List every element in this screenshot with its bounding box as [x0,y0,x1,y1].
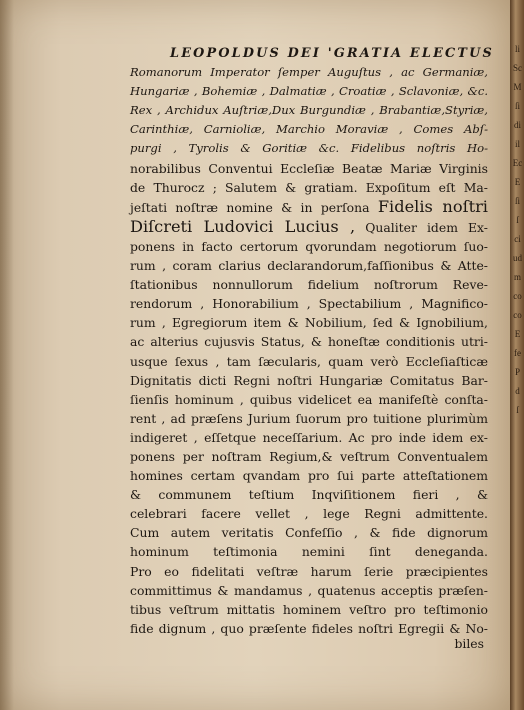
text-line: de Thurocz ; Salutem & gratiam. Expoſitum eſt Ma- [130,179,488,195]
edge-glyph: fe [514,348,521,358]
text-line: ſienſis hominum , quibus videlicet ea manifeſtè conſta- [130,391,488,407]
text-line: fide dignum , quo præſente fideles noſtri Egregii & No- [130,620,488,636]
edge-glyph: ud [513,253,522,263]
text-line: norabilibus Conventui Eccleſiæ Beatæ Mariæ Virginis [130,160,488,176]
heading-line: LEOPOLDUS DEI 'GRATIA ELECTUS [170,46,494,61]
edge-glyph: E [514,177,521,187]
text-line: hominum teſtimonia nemini ſint deneganda. [130,544,488,560]
edge-glyph: Ec [512,158,523,168]
text-line: ponens per noſtram Regium,& veſtrum Conventualem [130,448,488,464]
edge-glyph: li [514,44,520,54]
edge-glyph: m [513,272,521,282]
edge-glyph: P [514,367,520,377]
text-line: & communem teſtium Inqviſitionem fieri , & [130,487,488,503]
text-line: Carinthiæ, Carnioliæ, Marchio Moraviæ , Comes Abſ- [130,122,488,137]
text-line: rum , coram clarius declarandorum,faſſionibus & Atte- [130,258,488,274]
text-line: ſtationibus nonnullorum fidelium noſtrorum Reve- [130,277,488,293]
text-line: Dignitatis dicti Regni noſtri Hungariæ Comitatus Bar- [130,372,488,388]
edge-glyph: d [515,386,520,396]
text-segment-large: Fidelis noſtri [377,196,488,216]
text-line: Rex , Archidux Auſtriæ,Dux Burgundiæ , Brabantiæ,Styriæ, [130,103,488,118]
edge-glyph: M [513,82,522,92]
text-segment-large: Diſcreti Ludovici Lucius , [130,216,356,236]
text-line: homines certam qvandam pro ſui parte atteſtationem [130,468,488,484]
edge-glyph: ſ [516,215,519,225]
text-block [130,44,494,652]
edge-glyph: ci [514,234,521,244]
text-line: Cum autem veritatis Confeſſio , & fide dignorum [130,525,488,541]
text-line: rendorum , Honorabilium , Spectabilium , Magnifico- [130,296,488,312]
text-line: ac alterius cujusvis Status, & honeſtæ conditionis utri- [130,334,488,350]
text-line: Pro eo fidelitati veſtræ harum ſerie præcipientes [130,563,488,579]
text-line: purgi , Tyrolis & Goritiæ &c. Fidelibus noſtris Ho- [130,141,488,156]
text-line: ponens in facto certorum qvorundam negotiorum ſuo- [130,238,488,254]
adjacent-page-glyphs [512,40,523,420]
text-line: rent , ad præſens Jurium ſuorum pro tuitione plurimùm [130,410,488,426]
text-line-mixed [130,197,488,217]
text-line: committimus & mandamus , quatenus acceptis præſen- [130,582,488,598]
edge-glyph: co [513,310,522,320]
edge-glyph: di [513,120,521,130]
text-line: usque ſexus , tam ſæcularis, quam verò Eccleſiaſticæ [130,353,488,369]
text-line: Romanorum Imperator ſemper Auguſtus , ac Germaniæ, [130,65,488,80]
edge-glyph: E [514,329,521,339]
edge-glyph: co [513,291,522,301]
text-line: Hungariæ , Bohemiæ , Dalmatiæ , Croatiæ , Sclavoniæ, &c. [130,84,488,99]
text-line-mixed [130,217,488,237]
text-line: tibus veſtrum mittatis hominem veſtro pro teſtimonio [130,601,488,617]
edge-glyph: ſ [516,405,519,415]
edge-glyph: Sc [513,63,522,73]
catchword: biles [454,635,484,651]
text-line: rum , Egregiorum item & Nobilium, ſed & Ignobilium, [130,315,488,331]
edge-glyph: ſi [514,196,520,206]
text-line: indigeret , eſſetque neceſſarium. Ac pro inde idem ex- [130,429,488,445]
text-line: celebrari facere vellet , lege Regni admittente. [130,506,488,522]
edge-glyph: il [514,139,520,149]
edge-glyph: ſi [514,101,520,111]
text-segment: Qualiter idem Ex- [365,219,488,235]
text-segment: jeſtati noſtræ nomine & in perſona [130,199,370,215]
